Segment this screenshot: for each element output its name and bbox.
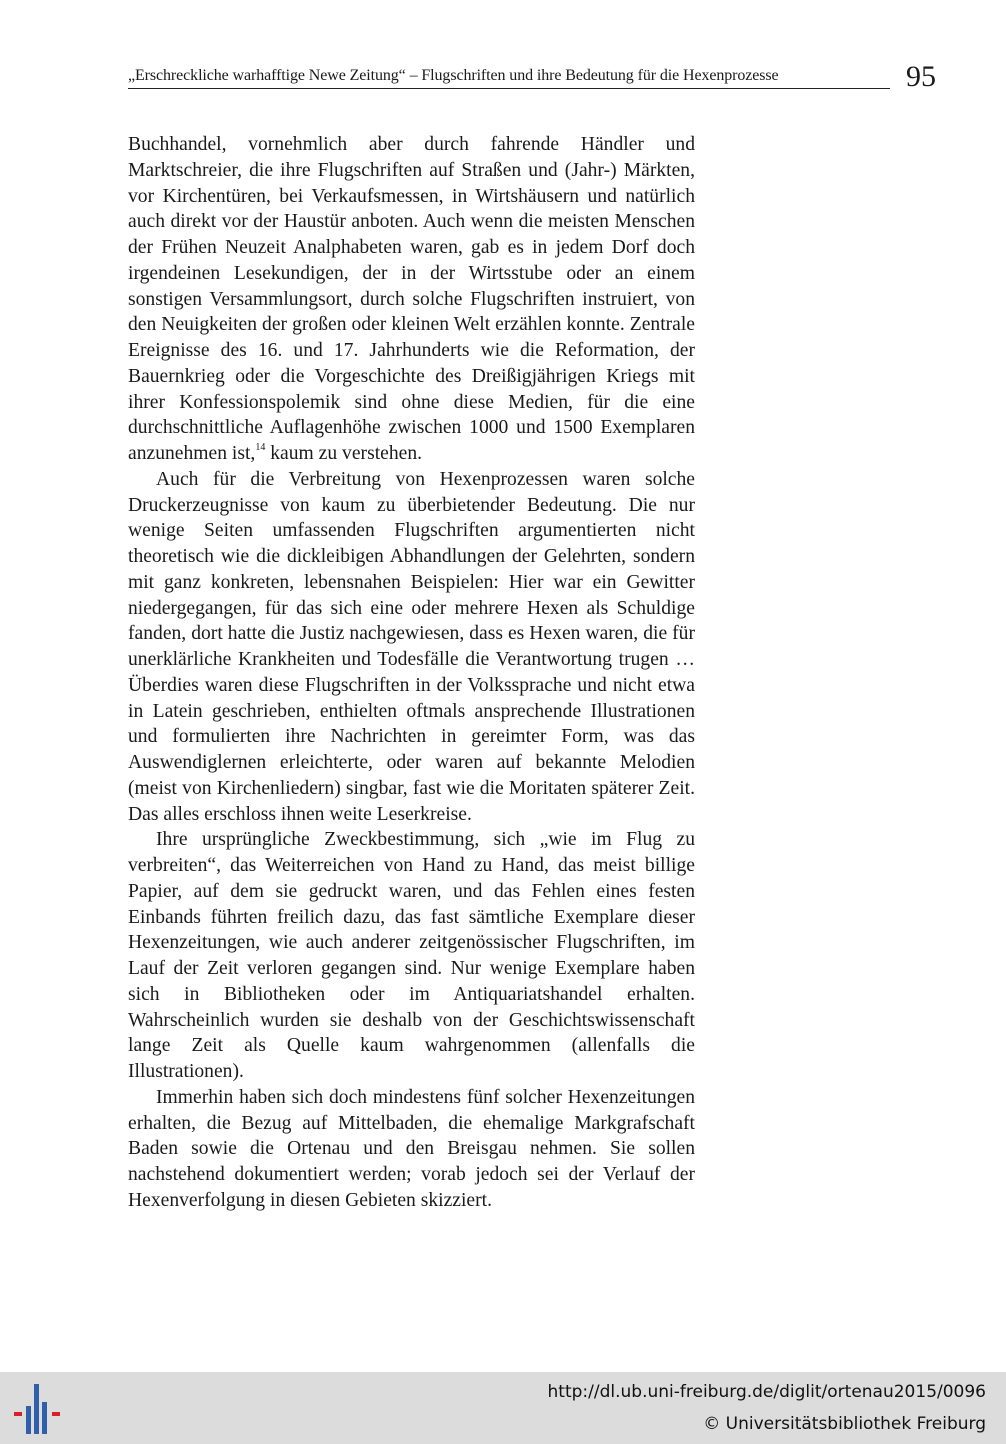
page-number: 95 [906,60,936,93]
footer-bar [0,1372,1006,1444]
paragraph: Immerhin haben sich doch mindestens fünf solcher Hexenzeitungen erhalten, die Bezug auf Mittelbaden, die ehemalige Markgrafschaft Baden sowie die Ortenau und den Breisgau nehmen. Sie sollen nachstehend dokumentiert werden; vorab jedoch sei der Verlauf der Hexenverfolgung in diesen Gebieten skizziert. [128,1086,695,1211]
paragraph: Auch für die Verbreitung von Hexenprozessen waren solche Druckerzeugnisse von kaum zu überbietender Bedeutung. Die nur wenige Seiten umfassenden Flugschriften argumentierten nicht theoretisch wie die dickleibigen Abhandlungen der Gelehrten, sondern mit ganz konkreten, lebensnahen Beispielen: Hier war ein Gewitter niedergegangen, für das sich eine oder mehrere Hexen als Schuldige fanden, dort hatte die Justiz nachgewiesen, dass es Hexen waren, die für unerklärliche Krankheiten und Todesfälle die Verantwortung trugen … Überdies waren diese Flugschriften in der Volkssprache und nicht etwa in Latein geschrieben, enthielten oftmals ansprechende Illustrationen und formulierten ihre Nachrichten in gereimter Form, was das Auswendiglernen erleichterte, oder waren auf bekannte Melodien (meist von Kirchenliedern) singbar, fast wie die Moritaten späterer Zeit. Das alles erschloss ihnen weite Leserkreise. [128,468,695,825]
body-text [128,132,695,1214]
paragraph-text: Buchhandel, vornehmlich aber durch fahrende Händler und Marktschreier, die ihre Flugschriften auf Straßen und (Jahr-) Märkten, vor Kirchentüren, bei Verkaufsmessen, in Wirtshäusern und natürlich auch direkt vor der Haustür anboten. Auch wenn die meisten Menschen der Frühen Neuzeit Analphabeten waren, gab es in jedem Dorf doch irgendeinen Lesekundigen, der in der Wirtsstube oder an einem sonstigen Versammlungsort, durch solche Flugschriften instruiert, von den Neuigkeiten der großen oder kleinen Welt erzählen konnte. Zentrale Ereignisse des 16. und 17. Jahrhunderts wie die Reformation, der Bauernkrieg oder die Vorgeschichte des Dreißigjährigen Kriegs mit ihrer Konfessionspolemik sind ohne diese Medien, für die eine durchschnittliche Auflagenhöhe zwischen 1000 und 1500 Exemplaren anzunehmen ist, [128,134,695,464]
running-head: „Erschreckliche warhafftige Newe Zeitung“ – Flugschriften und ihre Bedeutung für die Hexenprozesse [128,66,890,89]
paragraph: Ihre ursprüngliche Zweckbestimmung, sich „wie im Flug zu verbreiten“, das Weiterreichen von Hand zu Hand, das meist billige Papier, auf dem sie gedruckt waren, und das Fehlen eines festen Einbands führten freilich dazu, das fast sämtliche Exemplare dieser Hexenzeitungen, wie auch anderer zeitgenössischer Flugschriften, im Lauf der Zeit verloren gegangen sind. Nur wenige Exemplare haben sich in Bibliotheken oder im Antiquariatshandel erhalten. Wahrscheinlich wurden sie deshalb von der Geschichtswissenschaft lange Zeit als Quelle kaum wahrgenommen (allenfalls die Illustrationen). [128,829,695,1082]
footer-url-link[interactable]: http://dl.ub.uni-freiburg.de/diglit/ortenau2015/0096 [547,1382,986,1402]
paragraph-text-tail: kaum zu verstehen. [265,443,423,464]
footnote-marker: 14 [255,442,266,453]
paragraph [128,132,695,467]
footer-copyright: © Universitätsbibliothek Freiburg [703,1414,986,1434]
library-logo-icon [12,1382,64,1438]
